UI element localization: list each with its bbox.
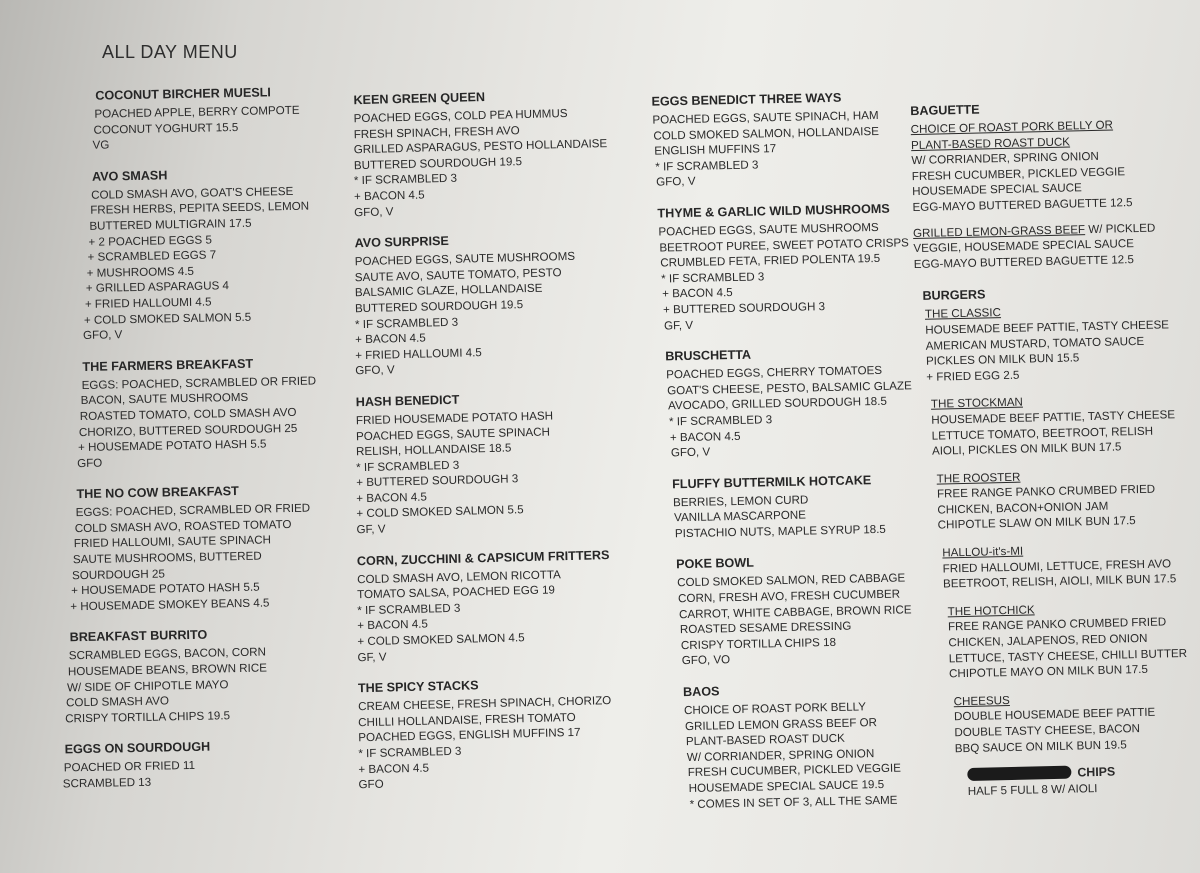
menu-column-2 xyxy=(353,86,623,808)
menu-line: HOUSEMADE SPECIAL SAUCE xyxy=(911,181,1082,199)
menu-line: CRUMBLED FETA, FRIED POLENTA 19.5 xyxy=(660,252,881,270)
section-title: EGGS BENEDICT THREE WAYS xyxy=(651,90,842,109)
menu-line: + BACON 4.5 xyxy=(357,617,429,633)
menu-line: GFO, V xyxy=(656,175,696,189)
menu-line: HOUSEMADE SPECIAL SAUCE 19.5 xyxy=(688,777,885,796)
menu-section xyxy=(653,552,918,670)
menu-section xyxy=(649,343,914,461)
menu-section xyxy=(51,164,316,344)
menu-line: BBQ SAUCE ON MILK BUN 19.5 xyxy=(954,737,1127,755)
section-title: THE SPICY STACKS xyxy=(357,678,479,696)
menu-line: + FRIED HALLOUMI 4.5 xyxy=(355,345,482,362)
section-title: THE NO COW BREAKFAST xyxy=(76,484,239,502)
menu-line: POACHED OR FRIED 11 xyxy=(63,759,196,775)
menu-line: * IF SCRAMBLED 3 xyxy=(357,601,461,618)
chips-section xyxy=(967,763,1190,799)
menu-line: * IF SCRAMBLED 3 xyxy=(353,172,458,188)
menu-column-1 xyxy=(49,84,324,807)
menu-line: LETTUCE TOMATO, BEETROOT, RELISH xyxy=(931,424,1154,443)
menu-line: + BACON 4.5 xyxy=(669,429,741,444)
menu-section xyxy=(62,737,324,792)
menu-line: BALSAMIC GLAZE, HOLLANDAISE xyxy=(354,281,543,300)
menu-line: COLD SMASH AVO, LEMON RICOTTA xyxy=(356,567,561,586)
menu-line: + COLD SMOKED SALMON 4.5 xyxy=(357,631,525,649)
menu-line: FRESH CUCUMBER, PICKLED VEGGIE xyxy=(687,761,902,780)
menu-line: GF, V xyxy=(357,650,387,664)
menu-line: POACHED EGGS, SAUTE MUSHROOMS xyxy=(354,249,576,269)
section-title: BRUSCHETTA xyxy=(665,347,752,364)
burger-name: THE HOTCHICK xyxy=(947,603,1035,619)
menu-column-4 xyxy=(910,97,1190,800)
menu-line: + HOUSEMADE POTATO HASH 5.5 xyxy=(71,580,260,598)
menu-line: BUTTERED MULTIGRAIN 17.5 xyxy=(89,216,252,233)
menu-line: COCONUT YOGHURT 15.5 xyxy=(93,120,239,137)
menu-line: W/ CORRIANDER, SPRING ONION xyxy=(686,746,875,764)
burger-item xyxy=(954,689,1190,757)
section-title: BAGUETTE xyxy=(910,102,980,119)
menu-line: LETTUCE, TASTY CHEESE, CHILLI BUTTER xyxy=(948,646,1188,665)
menu-line: BERRIES, LEMON CURD xyxy=(672,493,809,509)
section-title: CORN, ZUCCHINI & CAPSICUM FRITTERS xyxy=(356,547,610,568)
menu-line: GFO, V xyxy=(355,363,395,378)
menu-line: EGGS: POACHED, SCRAMBLED OR FRIED xyxy=(81,374,317,392)
menu-line: + HOUSEMADE SMOKEY BEANS 4.5 xyxy=(70,596,270,614)
section-title: THE FARMERS BREAKFAST xyxy=(82,356,254,374)
menu-line: GF, V xyxy=(663,318,694,332)
menu-line: FRIED HALLOUMI, SAUTE SPINACH xyxy=(73,533,272,551)
menu-line: CHILLI HOLLANDAISE, FRESH TOMATO xyxy=(358,710,576,730)
menu-line: + MUSHROOMS 4.5 xyxy=(86,264,195,280)
menu-line: CREAM CHEESE, FRESH SPINACH, CHORIZO xyxy=(357,694,612,714)
menu-line: CHIPOTLE SLAW ON MILK BUN 17.5 xyxy=(937,514,1136,533)
menu-line: GFO, V xyxy=(353,204,394,219)
menu-line: GF, V xyxy=(356,522,386,537)
menu-line: POACHED EGGS, ENGLISH MUFFINS 17 xyxy=(358,726,581,745)
burger-name: THE CLASSIC xyxy=(924,306,1002,322)
menu-line: + BACON 4.5 xyxy=(354,331,426,347)
burger-name: CHEESUS xyxy=(953,693,1010,709)
burger-name: HALLOU-it's-MI xyxy=(942,544,1024,560)
menu-line: EGG-MAYO BUTTERED BAGUETTE 12.5 xyxy=(912,196,1133,215)
burger-item xyxy=(931,391,1183,459)
menu-line: GRILLED LEMON GRASS BEEF OR xyxy=(684,715,878,733)
menu-line: W/ CORRIANDER, SPRING ONION xyxy=(911,150,1099,168)
menu-line: BEETROOT, RELISH, AIOLI, MILK BUN 17.5 xyxy=(942,572,1177,591)
menu-line: + HOUSEMADE POTATO HASH 5.5 xyxy=(77,437,267,455)
menu-line: * COMES IN SET OF 3, ALL THE SAME xyxy=(689,793,898,811)
menu-section xyxy=(49,84,312,155)
menu-line: FRIED HALLOUMI, LETTUCE, FRESH AVO xyxy=(942,556,1172,576)
menu-line: FRESH SPINACH, FRESH AVO xyxy=(353,123,520,141)
menu-line: GFO xyxy=(76,456,103,470)
section-title: FLUFFY BUTTERMILK HOTCAKE xyxy=(671,472,872,491)
menu-line: POACHED EGGS, COLD PEA HUMMUS xyxy=(353,106,568,126)
menu-section xyxy=(356,547,620,666)
menu-line: GFO, V xyxy=(670,445,711,460)
menu-line: GFO, VO xyxy=(681,653,731,668)
menu-line: CARROT, WHITE CABBAGE, BROWN RICE xyxy=(678,602,912,621)
section-title: BURGERS xyxy=(922,287,986,304)
menu-line: + 2 POACHED EGGS 5 xyxy=(88,233,212,249)
menu-line: EGGS: POACHED, SCRAMBLED OR FRIED xyxy=(75,501,311,520)
menu-line: POACHED APPLE, BERRY COMPOTE xyxy=(94,103,300,121)
burger-item xyxy=(925,301,1181,385)
menu-line: * IF SCRAMBLED 3 xyxy=(354,315,459,331)
menu-column-3 xyxy=(643,88,921,828)
menu-line: COLD SMASH AVO, GOAT'S CHEESE xyxy=(91,184,294,202)
menu-line: CORN, FRESH AVO, FRESH CUCUMBER xyxy=(677,587,901,606)
menu-line: GFO xyxy=(358,777,384,792)
menu-line: BUTTERED SOURDOUGH 19.5 xyxy=(354,298,524,316)
menu-line: COLD SMOKED SALMON, HOLLANDAISE xyxy=(653,124,879,143)
menu-line: AMERICAN MUSTARD, TOMATO SAUCE xyxy=(925,334,1145,353)
menu-line: COLD SMASH AVO xyxy=(65,694,170,710)
page-title: ALL DAY MENU xyxy=(102,42,238,62)
menu-line: COLD SMOKED SALMON, RED CABBAGE xyxy=(677,571,906,590)
redaction-mark xyxy=(967,766,1071,781)
menu-line: BUTTERED SOURDOUGH 19.5 xyxy=(353,154,523,172)
menu-line: GOAT'S CHEESE, PESTO, BALSAMIC GLAZE xyxy=(667,378,912,398)
menu-line: + BACON 4.5 xyxy=(353,188,425,204)
menu-line: BACON, SAUTE MUSHROOMS xyxy=(80,391,249,408)
menu-line: * IF SCRAMBLED 3 xyxy=(356,458,460,474)
menu-line: HOUSEMADE BEEF PATTIE, TASTY CHEESE xyxy=(931,408,1176,427)
menu-section xyxy=(354,229,613,379)
menu-line: FREE RANGE PANKO CRUMBED FRIED xyxy=(947,615,1167,634)
menu-section xyxy=(353,86,609,220)
menu-line: CRISPY TORTILLA CHIPS 19.5 xyxy=(65,709,231,726)
menu-line: VEGGIE, HOUSEMADE SPECIAL SAUCE xyxy=(913,237,1135,256)
burger-item xyxy=(936,466,1184,534)
menu-line: VANILLA MASCARPONE xyxy=(673,508,807,525)
menu-line: SCRAMBLED EGGS, BACON, CORN xyxy=(68,645,267,663)
menu-line: BEETROOT PUREE, SWEET POTATO CRISPS xyxy=(659,235,909,255)
section-title: AVO SMASH xyxy=(91,168,168,184)
menu-line: CHICKEN, BACON+ONION JAM xyxy=(937,499,1109,517)
menu-line: HOUSEMADE BEEF PATTIE, TASTY CHEESE xyxy=(925,318,1170,337)
menu-line: + GRILLED ASPARAGUS 4 xyxy=(85,279,230,296)
menu-section xyxy=(357,674,623,793)
menu-section xyxy=(646,200,911,334)
section-title: BAOS xyxy=(682,684,720,700)
menu-line: + FRIED EGG 2.5 xyxy=(926,368,1020,384)
menu-line: + BUTTERED SOURDOUGH 3 xyxy=(662,300,826,317)
menu-line: + SCRAMBLED EGGS 7 xyxy=(87,248,217,265)
baguette-choice-line: CHOICE OF ROAST PORK BELLY OR xyxy=(910,118,1114,137)
menu-line: COLD SMASH AVO, ROASTED TOMATO xyxy=(74,517,292,536)
menu-line: * IF SCRAMBLED 3 xyxy=(358,744,462,761)
section-title: AVO SURPRISE xyxy=(354,234,449,251)
menu-line: CHOICE OF ROAST PORK BELLY xyxy=(683,700,867,718)
section-title: THYME & GARLIC WILD MUSHROOMS xyxy=(657,201,890,221)
baguette-choice-line: PLANT-BASED ROAST DUCK xyxy=(910,135,1071,152)
menu-line: + COLD SMOKED SALMON 5.5 xyxy=(83,310,252,327)
menu-line: ENGLISH MUFFINS 17 xyxy=(654,142,777,158)
section-title: KEEN GREEN QUEEN xyxy=(353,89,486,108)
menu-line: * IF SCRAMBLED 3 xyxy=(661,270,765,286)
menu-line: AIOLI, PICKLES ON MILK BUN 17.5 xyxy=(931,440,1122,458)
menu-section xyxy=(651,471,915,542)
menu-line: FRIED HOUSEMADE POTATO HASH xyxy=(355,409,554,428)
menu-line: HALF 5 FULL 8 W/ AIOLI xyxy=(967,781,1098,798)
menu-line: W/ SIDE OF CHIPOTLE MAYO xyxy=(66,677,229,694)
menu-line: + COLD SMOKED SALMON 5.5 xyxy=(356,503,524,521)
burger-item xyxy=(942,540,1185,592)
menu-line: SAUTE AVO, SAUTE TOMATO, PESTO xyxy=(354,265,562,284)
menu-line: FREE RANGE PANKO CRUMBED FRIED xyxy=(936,482,1156,501)
burger-name: THE ROOSTER xyxy=(936,470,1021,486)
menu-line: FRESH CUCUMBER, PICKLED VEGGIE xyxy=(911,165,1126,183)
menu-line: + BACON 4.5 xyxy=(356,490,428,506)
chips-title: CHIPS xyxy=(1077,764,1116,780)
menu-line: CHIPOTLE MAYO ON MILK BUN 17.5 xyxy=(948,663,1149,681)
menu-line: SOURDOUGH 25 xyxy=(71,567,165,582)
section-title: BREAKFAST BURRITO xyxy=(69,628,208,645)
menu-line: CRISPY TORTILLA CHIPS 18 xyxy=(680,635,837,653)
menu-line: DOUBLE HOUSEMADE BEEF PATTIE xyxy=(953,706,1156,724)
menu-line: AVOCADO, GRILLED SOURDOUGH 18.5 xyxy=(667,395,888,413)
baguette-section xyxy=(910,97,1178,272)
burgers-list xyxy=(915,301,1190,757)
menu-line: + BACON 4.5 xyxy=(358,761,430,776)
menu-section xyxy=(57,482,321,615)
menu-line: ROASTED TOMATO, COLD SMASH AVO xyxy=(79,405,297,423)
menu-line: GRILLED ASPARAGUS, PESTO HOLLANDAISE xyxy=(353,137,608,157)
menu-line: POACHED EGGS, SAUTE SPINACH xyxy=(355,424,551,443)
burger-item xyxy=(948,599,1188,682)
menu-line: + BACON 4.5 xyxy=(662,286,733,301)
menu-section xyxy=(656,679,921,813)
menu-line: EGG-MAYO BUTTERED BAGUETTE 12.5 xyxy=(913,252,1134,271)
menu-line: POACHED EGGS, SAUTE MUSHROOMS xyxy=(658,220,879,239)
baguette-alt-title: GRILLED LEMON-GRASS BEEF xyxy=(912,222,1086,240)
baguette-alt-rest: W/ PICKLED xyxy=(1084,221,1156,236)
section-title: HASH BENEDICT xyxy=(355,392,460,410)
section-title: COCONUT BIRCHER MUESLI xyxy=(95,85,271,103)
menu-line: PICKLES ON MILK BUN 15.5 xyxy=(925,351,1080,368)
menu-line: + FRIED HALLOUMI 4.5 xyxy=(84,295,212,311)
menu-line: TOMATO SALSA, POACHED EGG 19 xyxy=(357,583,556,602)
burger-name: THE STOCKMAN xyxy=(930,395,1023,412)
menu-line: SAUTE MUSHROOMS, BUTTERED xyxy=(72,549,262,567)
menu-line: GFO, V xyxy=(82,328,123,343)
menu-line: FRESH HERBS, PEPITA SEEDS, LEMON xyxy=(90,199,310,218)
menu-line: HOUSEMADE BEANS, BROWN RICE xyxy=(67,661,268,679)
menu-line: RELISH, HOLLANDAISE 18.5 xyxy=(355,441,512,459)
menu-section xyxy=(60,625,323,727)
menu-line: PISTACHIO NUTS, MAPLE SYRUP 18.5 xyxy=(674,522,886,541)
menu-line: VG xyxy=(92,138,110,152)
menu-line: CHORIZO, BUTTERED SOURDOUGH 25 xyxy=(78,421,298,439)
menu-section xyxy=(643,88,907,190)
menu-line: SCRAMBLED 13 xyxy=(62,775,152,791)
menu-section xyxy=(355,388,617,538)
menu-line: POACHED EGGS, CHERRY TOMATOES xyxy=(666,364,883,382)
menu-line: ROASTED SESAME DRESSING xyxy=(679,619,852,637)
menu-line: DOUBLE TASTY CHEESE, BACON xyxy=(954,722,1141,740)
section-title: EGGS ON SOURDOUGH xyxy=(64,740,211,757)
menu-line: POACHED EGGS, SAUTE SPINACH, HAM xyxy=(652,108,879,127)
menu-section xyxy=(54,354,317,472)
menu-line: CHICKEN, JALAPENOS, RED ONION xyxy=(948,631,1148,650)
menu-line: PLANT-BASED ROAST DUCK xyxy=(685,731,845,749)
menu-line: * IF SCRAMBLED 3 xyxy=(668,413,773,429)
section-title: POKE BOWL xyxy=(676,556,755,572)
menu-line: + BUTTERED SOURDOUGH 3 xyxy=(356,472,519,490)
menu-line: * IF SCRAMBLED 3 xyxy=(655,158,759,174)
